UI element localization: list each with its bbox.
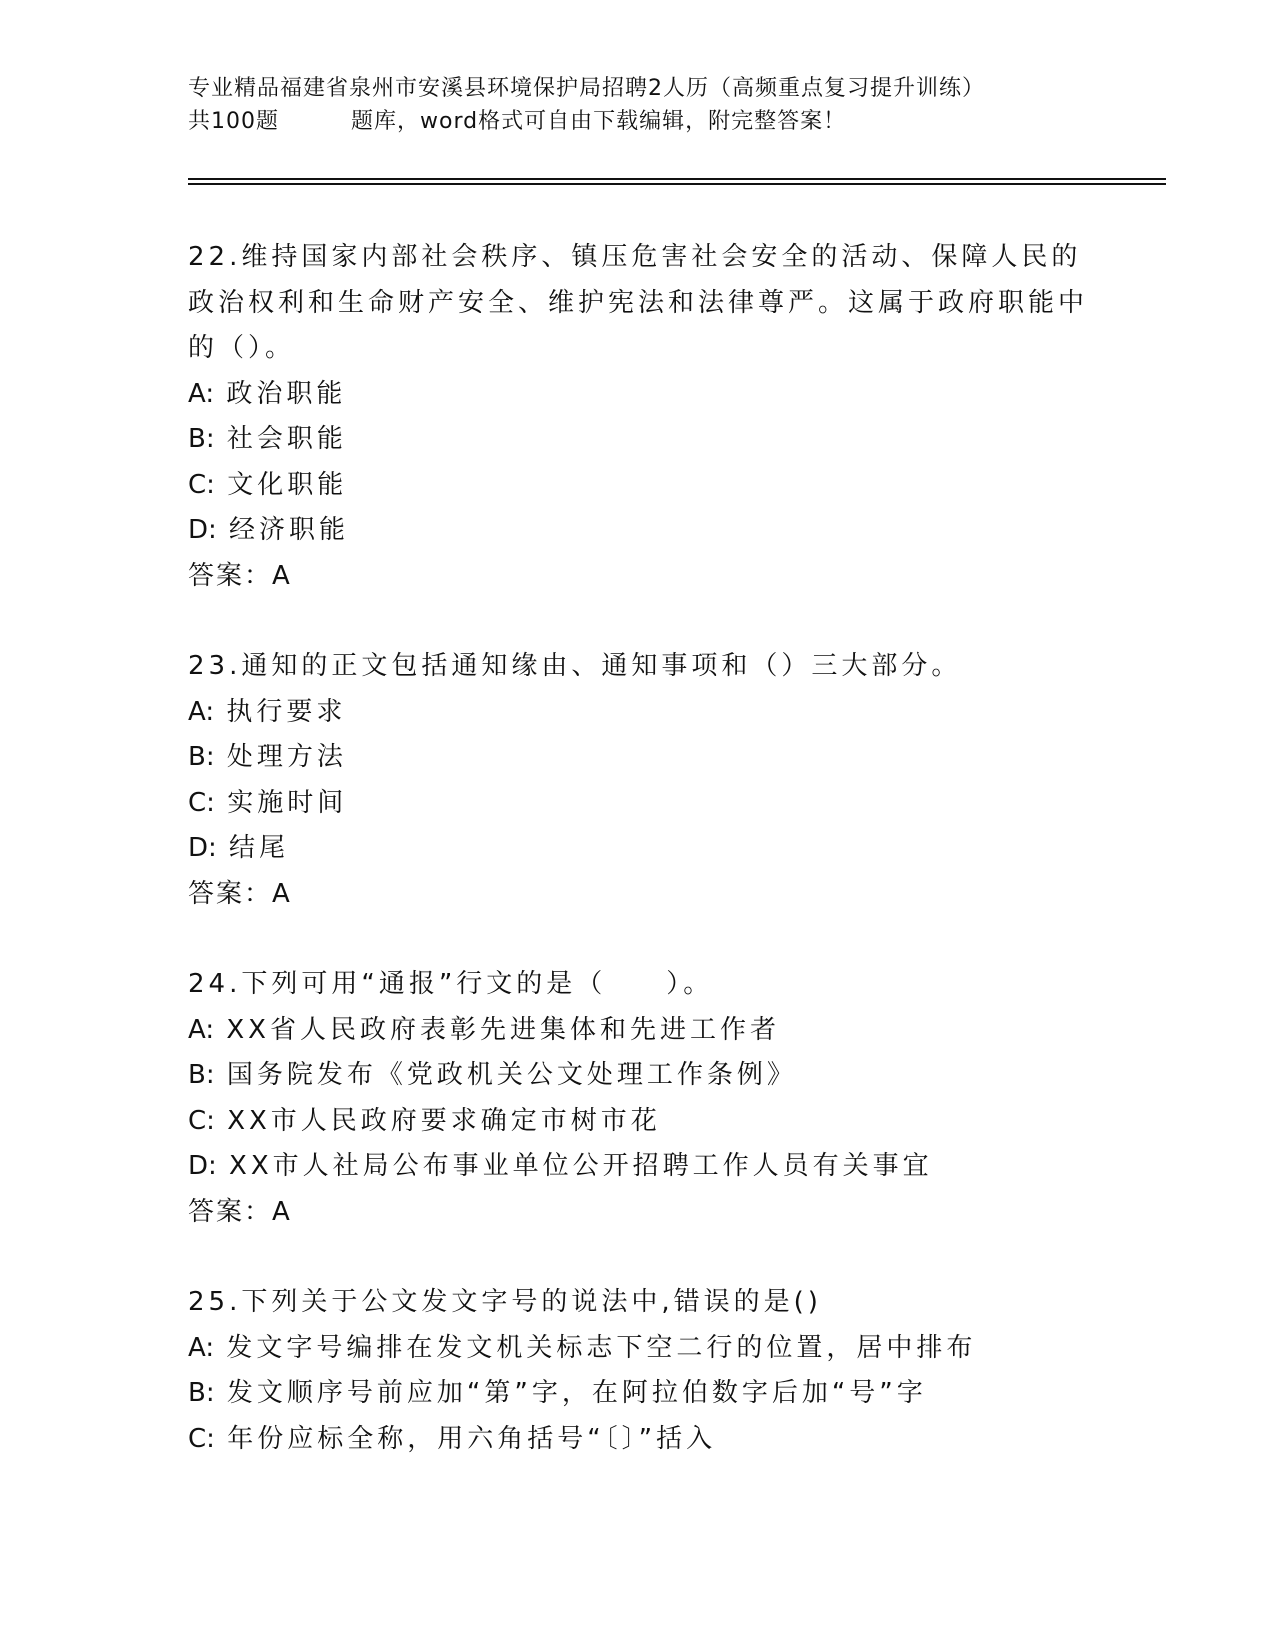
header-divider-bottom — [188, 183, 1166, 185]
question-text: 22.维持国家内部社会秩序、镇压危害社会安全的活动、保障人民的政治权利和生命财产安全、维护宪法和法律尊严。这属于政府职能中的（）。 — [188, 242, 1089, 363]
option-text: XX省人民政府表彰先进集体和先进工作者 — [226, 1014, 780, 1045]
option-letter: D: — [188, 833, 217, 863]
answer-option — [188, 1099, 1088, 1145]
option-letter: C: — [188, 1105, 215, 1136]
question-block — [188, 1280, 1088, 1462]
answer-option — [188, 1417, 1088, 1463]
answer-key: 答案：A — [188, 1196, 292, 1227]
option-letter: D: — [188, 515, 217, 545]
header-download-note: 题库，word格式可自由下载编辑，附完整答案！ — [351, 109, 847, 134]
answer-option — [188, 1326, 1088, 1372]
question-text: 24.下列可用“通报”行文的是（ ）。 — [188, 969, 714, 999]
option-letter: C: — [188, 469, 215, 500]
answer-option — [188, 463, 1088, 509]
option-text: XX市人民政府要求确定市树市花 — [227, 1105, 661, 1136]
option-text: 发文顺序号前应加“第”字，在阿拉伯数字后加“号”字 — [226, 1378, 927, 1408]
answer-option — [188, 1144, 1088, 1190]
document-header — [188, 72, 1088, 138]
question-block — [188, 644, 1088, 917]
option-text: 实施时间 — [227, 787, 348, 818]
answer-option — [188, 508, 1088, 554]
option-letter: C: — [188, 787, 215, 818]
option-text: 政治职能 — [226, 378, 347, 409]
answer-option — [188, 781, 1088, 827]
option-text: 发文字号编排在发文机关标志下空二行的位置，居中排布 — [226, 1332, 977, 1363]
option-letter: B: — [188, 1060, 215, 1090]
option-letter: A: — [188, 1014, 215, 1045]
option-text: 年份应标全称，用六角括号“〔〕”括入 — [227, 1423, 717, 1454]
answer-option — [188, 690, 1088, 736]
answer-option — [188, 1008, 1088, 1054]
answer-option — [188, 826, 1088, 872]
answer-option — [188, 372, 1088, 418]
option-letter: A: — [188, 378, 215, 409]
option-letter: C: — [188, 1423, 215, 1454]
option-letter: A: — [188, 1332, 215, 1363]
option-text: 执行要求 — [226, 696, 347, 727]
option-text: 经济职能 — [229, 515, 350, 545]
option-text: 处理方法 — [226, 742, 347, 772]
header-divider-top — [188, 178, 1166, 180]
answer-key: 答案：A — [188, 878, 292, 909]
answer-option — [188, 417, 1088, 463]
header-title-line: 专业精品福建省泉州市安溪县环境保护局招聘2人历（高频重点复习提升训练） — [188, 76, 985, 101]
option-text: XX市人社局公布事业单位公开招聘工作人员有关事宜 — [229, 1151, 933, 1181]
answer-key: 答案：A — [188, 560, 292, 591]
question-block — [188, 235, 1088, 599]
question-text: 23.通知的正文包括通知缘由、通知事项和（）三大部分。 — [188, 651, 962, 681]
question-block — [188, 962, 1088, 1235]
question-text: 25.下列关于公文发文字号的说法中,错误的是() — [188, 1287, 822, 1317]
option-letter: A: — [188, 696, 215, 727]
answer-option — [188, 735, 1088, 781]
option-text: 结尾 — [229, 833, 290, 863]
question-list — [188, 235, 1088, 1507]
header-subtitle-line — [188, 105, 1088, 138]
option-text: 文化职能 — [227, 469, 348, 500]
option-letter: B: — [188, 742, 215, 772]
option-text: 国务院发布《党政机关公文处理工作条例》 — [226, 1060, 797, 1090]
header-question-count: 共100题 — [188, 109, 279, 134]
answer-option — [188, 1371, 1088, 1417]
option-letter: B: — [188, 1378, 215, 1408]
option-letter: D: — [188, 1151, 217, 1181]
option-letter: B: — [188, 424, 215, 454]
answer-option — [188, 1053, 1088, 1099]
option-text: 社会职能 — [226, 424, 347, 454]
